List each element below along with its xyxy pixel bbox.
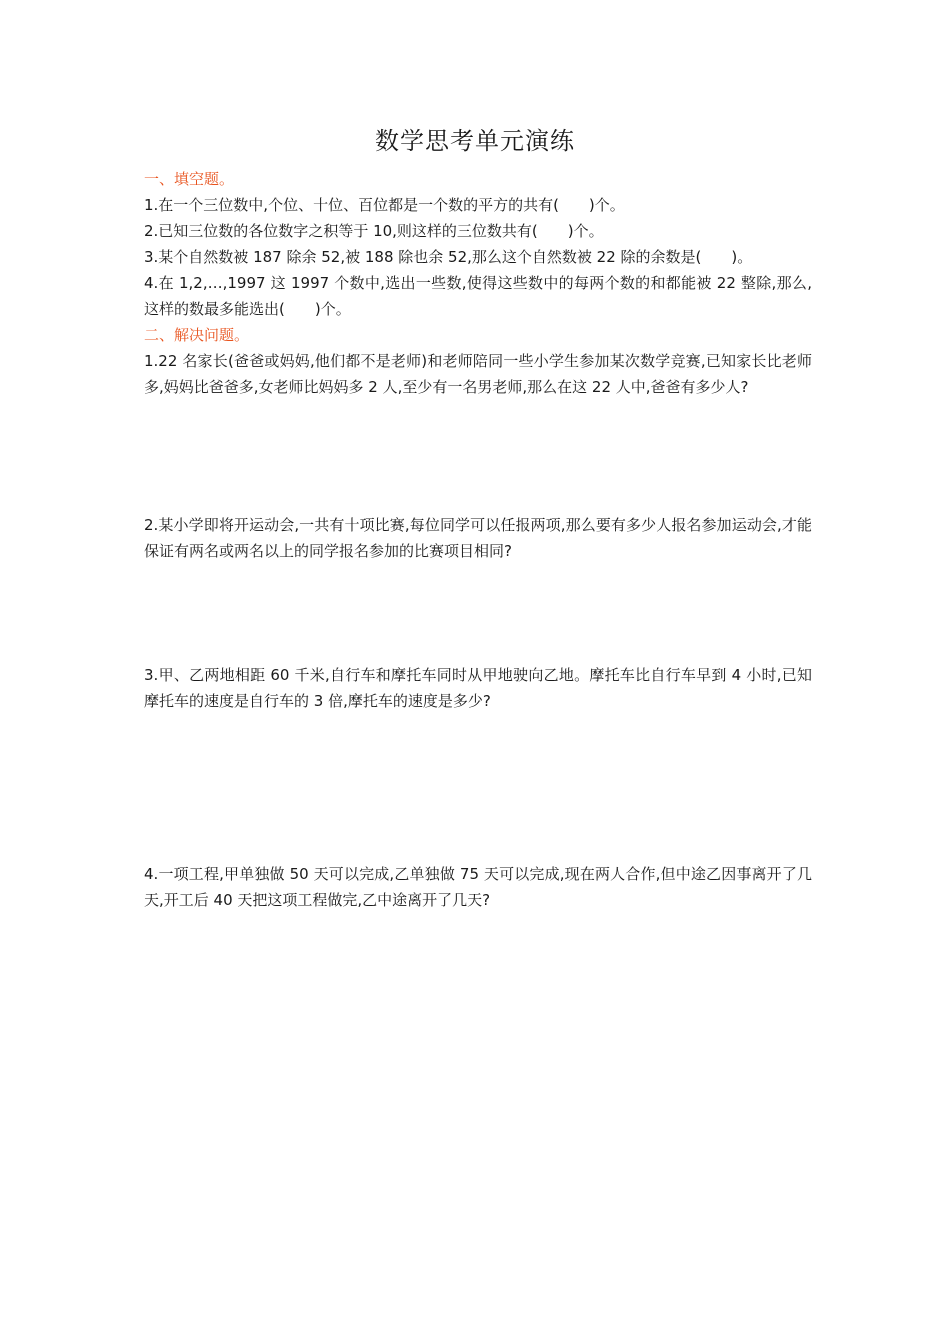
problem-question-2: 2.某小学即将开运动会,一共有十项比赛,每位同学可以任报两项,那么要有多少人报名参加运动会,才能保证有两名或两名以上的同学报名参加的比赛项目相同? (144, 516, 812, 560)
worksheet-content (144, 166, 812, 400)
problem-question-1: 1.22 名家长(爸爸或妈妈,他们都不是老师)和老师陪同一些小学生参加某次数学竞赛,已知家长比老师多,妈妈比爸爸多,女老师比妈妈多 2 人,至少有一名男老师,那么在这 22 人中,爸爸有多少人? (144, 352, 812, 396)
problem-question-3: 3.甲、乙两地相距 60 千米,自行车和摩托车同时从甲地驶向乙地。摩托车比自行车早到 4 小时,已知摩托车的速度是自行车的 3 倍,摩托车的速度是多少? (144, 666, 812, 710)
problem-block-3 (144, 662, 812, 714)
problem-block-4 (144, 861, 812, 913)
section-fill-in-heading: 一、填空题。 (144, 170, 235, 188)
problem-question-4: 4.一项工程,甲单独做 50 天可以完成,乙单独做 75 天可以完成,现在两人合作,但中途乙因事离开了几天,开工后 40 天把这项工程做完,乙中途离开了几天? (144, 865, 812, 909)
page-title: 数学思考单元演练 (375, 127, 575, 155)
section-problem-solving-heading: 二、解决问题。 (144, 326, 250, 344)
fill-in-question-2: 2.已知三位数的各位数字之积等于 10,则这样的三位数共有( )个。 (144, 222, 604, 240)
fill-in-question-1: 1.在一个三位数中,个位、十位、百位都是一个数的平方的共有( )个。 (144, 196, 625, 214)
problem-block-2 (144, 512, 812, 564)
fill-in-question-4: 4.在 1,2,…,1997 这 1997 个数中,选出一些数,使得这些数中的每两个数的和都能被 22 整除,那么,这样的数最多能选出( )个。 (144, 274, 812, 318)
fill-in-question-3: 3.某个自然数被 187 除余 52,被 188 除也余 52,那么这个自然数被 22 除的余数是( )。 (144, 248, 753, 266)
